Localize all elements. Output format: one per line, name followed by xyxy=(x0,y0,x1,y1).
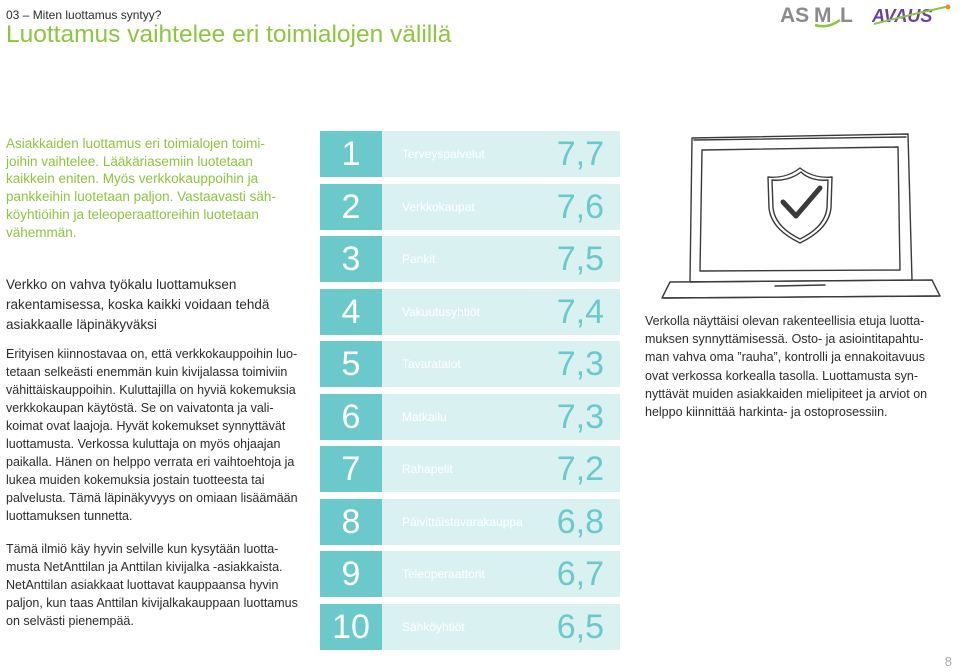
ranking-row xyxy=(320,184,620,230)
trust-score: 7,3 xyxy=(556,345,604,383)
trust-score: 6,5 xyxy=(556,607,604,646)
asml-logo-l: L xyxy=(840,4,853,27)
page-title: Luottamus vaihtelee eri toimialojen välillä xyxy=(6,21,452,48)
trust-score: 7,6 xyxy=(556,187,604,226)
body-paragraph-2: Tämä ilmiö käy hyvin selville kun kysytään luotta-musta NetAnttilan ja Anttilan kivijalka -asiakkaista. NetAnttilan asiakkaat luottavat kauppaansa hyvin paljon, kun taas Anttilan kivijalkakauppaan luottamus on selvästi pienempää. xyxy=(6,542,298,628)
section-kicker: 03 – Miten luottamus syntyy? xyxy=(6,8,162,22)
rank-number: 1 xyxy=(320,131,382,177)
page-number: 8 xyxy=(944,654,952,669)
rank-number: 10 xyxy=(320,604,382,650)
section-subheading: Verkko on vahva työkalu luottamuksen rakentamisessa, koska kaikki voidaan tehdä asiakkaalle läpinäkyväksi xyxy=(6,277,270,332)
industry-label: Vakuutusyhtiöt xyxy=(382,289,620,335)
industry-label: Pankit xyxy=(382,236,620,282)
asml-logo xyxy=(780,2,860,28)
ranking-row xyxy=(320,446,620,492)
trust-score: 6,8 xyxy=(556,502,604,541)
industry-label: Terveyspalvelut xyxy=(382,131,620,177)
ranking-row xyxy=(320,236,620,282)
logo-group xyxy=(780,2,954,28)
trust-score: 7,3 xyxy=(556,397,604,436)
trust-score: 7,2 xyxy=(556,450,604,488)
ranking-row xyxy=(320,131,620,177)
ranking-row xyxy=(320,394,620,440)
industry-label: Matkailu xyxy=(382,394,620,440)
rank-number: 7 xyxy=(320,446,382,492)
industry-label: Tavaratalot xyxy=(382,341,620,387)
ranking-row xyxy=(320,551,620,597)
laptop-shield-icon xyxy=(640,130,960,305)
avaus-logo xyxy=(872,2,954,28)
industry-label: Verkkokaupat xyxy=(382,184,620,230)
trust-score: 7,5 xyxy=(556,240,604,278)
avaus-logo-dot xyxy=(946,5,951,10)
lead-paragraph: Asiakkaiden luottamus eri toimialojen toimi-joihin vaihtelee. Lääkäriasemiin luotetaan kaikkein eniten. Myös verkkokauppoihin ja pankkeihin luotetaan paljon. Vastaavasti säh-köyhtiöihin ja teleoperaattoreihin luotetaan vähemmän. xyxy=(6,136,276,240)
ranking-row xyxy=(320,604,620,650)
rank-number: 4 xyxy=(320,289,382,335)
body-paragraph-1: Erityisen kiinnostavaa on, että verkkokauppoihin luo-tetaan selkeästi enemmän kuin kivijalassa toimiviin vähittäiskauppoihin. Kuluttajilla on hyviä kokemuksia verkkokaupan käytöstä. Se on vaivatonta ja vali-koimat ovat laajoja. Hyvät kokemukset synnyttävät luottamusta. Verkossa kuluttaja on myös ohjaajan paikalla. Hänen on helppo verrata eri vaihtoehtoja ja lukea muiden kokemuksia jostain tuotteesta tai palvelusta. Tämä läpinäkyvyys on omiaan lisäämään luottamuksen tunnetta. xyxy=(6,347,298,523)
trust-score: 6,7 xyxy=(556,555,604,593)
industry-label: Sähköyhtiöt xyxy=(382,604,620,650)
avaus-logo-text: AVAUS xyxy=(872,6,933,26)
ranking-row xyxy=(320,289,620,335)
rank-number: 2 xyxy=(320,184,382,230)
asml-logo-m: M xyxy=(814,4,832,27)
rank-number: 5 xyxy=(320,341,382,387)
industry-label: Rahapelit xyxy=(382,446,620,492)
asml-logo-as: AS xyxy=(780,4,810,27)
rank-number: 9 xyxy=(320,551,382,597)
ranking-row xyxy=(320,499,620,545)
ranking-row xyxy=(320,341,620,387)
trust-score: 7,7 xyxy=(556,135,604,173)
industry-label: Päivittäistavarakauppa xyxy=(382,499,620,545)
industry-label: Teleoperaattorit xyxy=(382,551,620,597)
side-paragraph: Verkolla näyttäisi olevan rakenteellisia etuja luotta-muksen synnyttämisessä. Osto- ja asiointitapahtu-man vahva oma ”rauha”, kontrolli ja ennakoitavuus ovat verkossa korkealla tasolla. Luottamusta syn-nyttävät muiden asiakkaiden mielipiteet ja arviot on helppo kiinnittää harkinta- ja ostoprosessiin. xyxy=(645,314,928,420)
rank-number: 3 xyxy=(320,236,382,282)
rank-number: 6 xyxy=(320,394,382,440)
rank-number: 8 xyxy=(320,499,382,545)
trust-score: 7,4 xyxy=(556,292,604,331)
